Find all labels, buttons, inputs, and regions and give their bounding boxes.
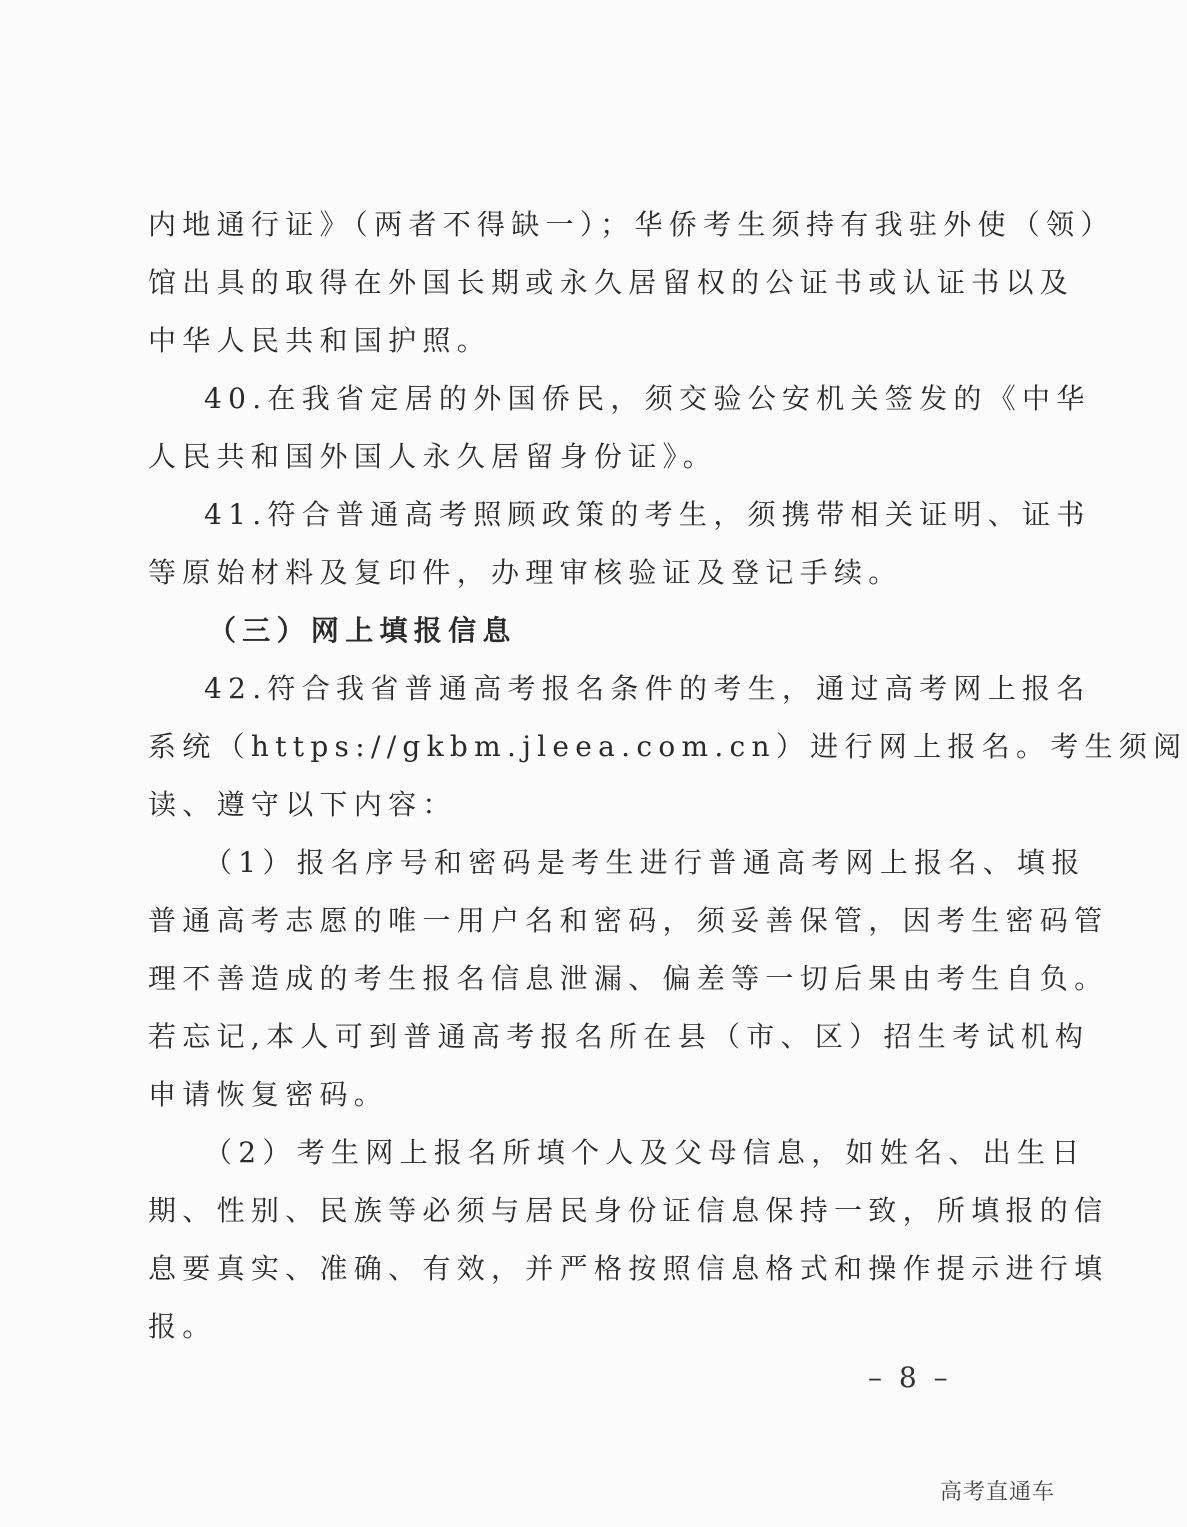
text-line: 读、遵守以下内容： [148, 788, 457, 821]
text-line: 申请恢复密码。 [148, 1078, 389, 1111]
watermark: 高考直通车 [940, 1480, 1056, 1505]
text-line: 息要真实、准确、有效，并严格按照信息格式和操作提示进行填 [148, 1252, 1109, 1285]
text-line: 人民共和国外国人永久居留身份证》。 [148, 440, 718, 473]
text-line: 40.在我省定居的外国侨民，须交验公安机关签发的《中华 [204, 382, 1091, 415]
text-line: 报。 [148, 1310, 217, 1343]
section-heading: （三）网上填报信息 [208, 614, 517, 647]
document-body [148, 196, 1187, 1356]
text-line: 期、性别、民族等必须与居民身份证信息保持一致，所填报的信 [148, 1194, 1109, 1227]
text-line: 系统（https://gkbm.jleea.com.cn）进行网上报名。考生须阅 [148, 730, 1187, 763]
text-line: 42.符合我省普通高考报名条件的考生，通过高考网上报名 [204, 672, 1091, 705]
text-line: 若忘记,本人可到普通高考报名所在县（市、区）招生考试机构 [148, 1020, 1090, 1053]
text-line: （2）考生网上报名所填个人及父母信息，如姓名、出生日 [204, 1136, 1086, 1169]
text-line: 馆出具的取得在外国长期或永久居留权的公证书或认证书以及 [148, 266, 1075, 299]
text-line: 内地通行证》（两者不得缺一）；华侨考生须持有我驻外使（领） [148, 208, 1115, 241]
text-line: 普通高考志愿的唯一用户名和密码，须妥善保管，因考生密码管 [148, 904, 1109, 937]
text-line: 理不善造成的考生报名信息泄漏、偏差等一切后果由考生自负。 [148, 962, 1109, 995]
text-line: 中华人民共和国护照。 [148, 324, 492, 357]
page-number: – 8 – [868, 1361, 952, 1394]
text-line: 等原始材料及复印件，办理审核验证及登记手续。 [148, 556, 903, 589]
text-line: （1）报名序号和密码是考生进行普通高考网上报名、填报 [204, 846, 1086, 879]
text-line: 41.符合普通高考照顾政策的考生，须携带相关证明、证书 [204, 498, 1091, 531]
